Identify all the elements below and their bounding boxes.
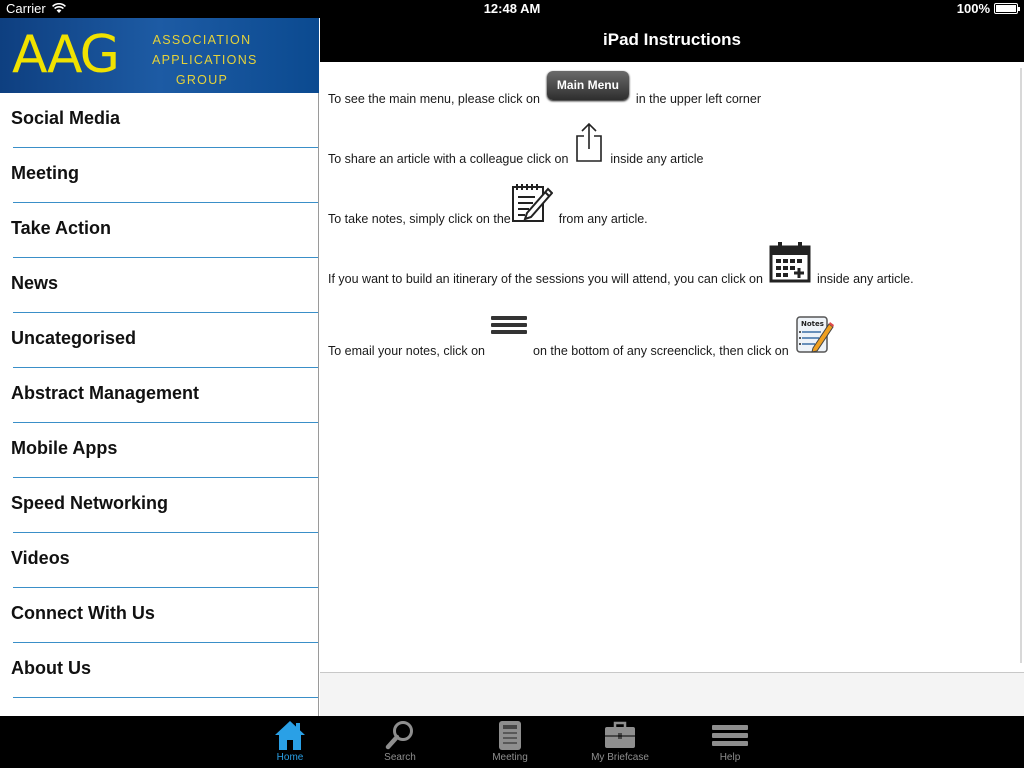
sidebar-list [0,93,318,698]
sidebar-item-abstract-management[interactable] [0,368,318,423]
sidebar-item-about-us[interactable] [0,643,318,698]
tab-label: Meeting [492,752,528,763]
tab-home[interactable] [240,716,340,768]
scroll-indicator [1020,68,1022,663]
sidebar-item-label: Connect With Us [11,603,155,623]
menu-icon [712,719,748,751]
sidebar-item-label: About Us [11,658,91,678]
notepad-pencil-icon [511,181,553,226]
status-bar [0,0,1024,18]
sidebar-item-connect-with-us[interactable] [0,588,318,643]
sidebar-item-label: Meeting [11,163,80,183]
battery-fill [996,5,1016,12]
sidebar-item-videos[interactable] [0,533,318,588]
calendar-add-icon [769,241,811,286]
logo-line-2: APPLICATIONS [152,53,258,67]
briefcase-icon [604,719,636,751]
tab-label: Home [276,752,304,763]
notes-email-icon [795,315,835,358]
sidebar-item-social-media[interactable] [0,93,318,148]
tab-my-briefcase[interactable] [570,716,670,768]
sidebar-item-label: Abstract Management [11,383,200,403]
share-icon [574,121,604,166]
sidebar-item-label: Speed Networking [11,493,169,513]
logo-line-1: ASSOCIATION [152,33,252,47]
carrier-label: Carrier [6,1,46,16]
instruction-text: inside any article. [816,272,914,286]
home-icon [274,719,306,751]
tab-bar [0,716,1024,768]
sidebar-item-uncategorised[interactable] [0,313,318,368]
instruction-share [328,118,704,166]
logo-wordmark [152,30,258,90]
notebook-icon [494,719,526,751]
tab-help[interactable] [680,716,780,768]
tab-label: Help [719,752,741,763]
instruction-text: To see the main menu, please click on [328,92,540,106]
instruction-main-menu [328,70,761,106]
instruction-itinerary [328,238,914,286]
instruction-text: on the bottom of any screenclick, then click on [533,344,789,358]
sidebar-item-take-action[interactable] [0,203,318,258]
battery-percent: 100% [956,1,990,16]
instruction-text: If you want to build an itinerary of the sessions you will attend, you can click on [328,272,763,286]
status-right [957,1,1018,16]
instruction-email [328,314,841,358]
sidebar-item-label: Mobile Apps [11,438,118,458]
instruction-text: from any article. [558,212,648,226]
sidebar-item-news[interactable] [0,258,318,313]
sidebar-item-label: News [11,273,59,293]
sidebar-item-meeting[interactable] [0,148,318,203]
status-time: 12:48 AM [483,1,541,16]
tab-label: My Briefcase [591,752,649,763]
instruction-text: inside any article [610,152,704,166]
instruction-text: in the upper left corner [635,92,761,106]
instruction-text: To share an article with a colleague click on [328,152,569,166]
sidebar-item-label: Videos [11,548,70,568]
tab-search[interactable] [350,716,450,768]
tab-meeting[interactable] [460,716,560,768]
navigation-bar [320,18,1024,62]
sidebar-item-speed-networking[interactable] [0,478,318,533]
notes-icon-text: Notes [800,320,824,328]
logo-line-3: GROUP [175,73,229,87]
instruction-text: To take notes, simply click on the [328,212,511,226]
sidebar-menu [0,18,319,716]
menu-icon [491,314,527,339]
instruction-notes [328,178,648,226]
page-title: iPad Instructions [603,30,741,49]
sidebar-item-label: Take Action [11,218,112,238]
aag-logo[interactable] [0,18,319,93]
sidebar-item-label: Uncategorised [11,328,137,348]
battery-icon [994,3,1018,14]
sidebar-item-label: Social Media [11,108,121,128]
sidebar-item-mobile-apps[interactable] [0,423,318,478]
bottom-panel [320,672,1024,716]
tab-label: Search [384,752,416,763]
main-menu-button-image: Main Menu [547,71,629,100]
logo-initials: AAG [12,25,118,85]
instructions-content [320,62,1024,672]
instruction-text: To email your notes, click on [328,344,486,358]
search-icon [384,719,416,751]
